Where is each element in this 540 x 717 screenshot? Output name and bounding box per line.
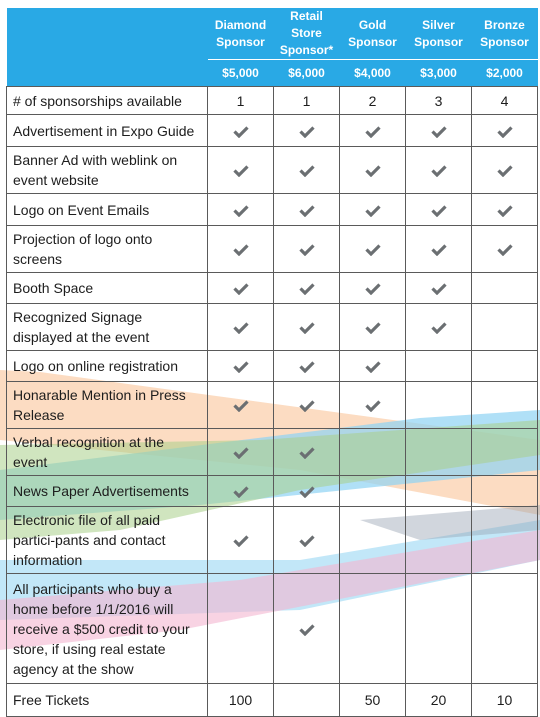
benefit-cell xyxy=(472,684,538,717)
benefit-value: 1 xyxy=(236,92,245,109)
benefit-cell xyxy=(274,115,340,147)
tier-name-line2: Sponsor xyxy=(414,34,463,49)
benefit-label: Projection of logo onto screens xyxy=(7,226,208,273)
tier-price: $5,000 xyxy=(208,60,274,87)
benefit-cell xyxy=(472,87,538,115)
benefit-cell xyxy=(406,382,472,429)
benefit-cell xyxy=(274,574,340,684)
benefit-cell xyxy=(472,507,538,574)
benefit-row xyxy=(7,226,538,273)
benefit-cell xyxy=(406,115,472,147)
benefit-cell xyxy=(274,684,340,717)
benefit-cell xyxy=(208,147,274,194)
benefit-label: Electronic file of all paid partici-pants and contact information xyxy=(7,507,208,574)
benefit-cell xyxy=(340,684,406,717)
benefit-value: 50 xyxy=(364,692,381,708)
benefit-cell xyxy=(274,87,340,115)
header-blank-cell xyxy=(7,8,208,87)
check-icon xyxy=(431,322,447,334)
tier-price: $3,000 xyxy=(406,60,472,87)
benefit-cell xyxy=(274,273,340,304)
benefit-cell xyxy=(472,147,538,194)
benefit-cell xyxy=(208,194,274,226)
check-icon xyxy=(365,322,381,334)
benefit-cell xyxy=(406,684,472,717)
benefit-row xyxy=(7,429,538,476)
benefit-cell xyxy=(340,147,406,194)
check-icon xyxy=(233,535,249,547)
benefit-value: 100 xyxy=(228,692,253,708)
benefit-label: Logo on Event Emails xyxy=(7,194,208,226)
benefit-cell xyxy=(208,351,274,382)
benefit-cell xyxy=(406,273,472,304)
benefit-cell xyxy=(472,273,538,304)
benefit-label: Honarable Mention in Press Release xyxy=(7,382,208,429)
benefit-cell xyxy=(406,194,472,226)
benefit-cell xyxy=(472,351,538,382)
benefit-label: Free Tickets xyxy=(7,684,208,717)
check-icon xyxy=(233,244,249,256)
benefit-cell xyxy=(472,476,538,507)
check-icon xyxy=(365,165,381,177)
tier-price: $6,000 xyxy=(274,60,340,87)
benefit-cell xyxy=(406,574,472,684)
benefit-cell xyxy=(472,429,538,476)
tier-name xyxy=(472,8,538,60)
benefit-cell xyxy=(406,507,472,574)
benefit-row xyxy=(7,684,538,717)
check-icon xyxy=(299,447,315,459)
benefit-label: Logo on online registration xyxy=(7,351,208,382)
benefit-cell xyxy=(208,507,274,574)
benefit-cell xyxy=(274,304,340,351)
tier-name-line1: Retail Store xyxy=(290,9,323,40)
benefit-cell xyxy=(472,574,538,684)
benefit-cell xyxy=(472,194,538,226)
check-icon xyxy=(233,126,249,138)
benefit-cell xyxy=(472,304,538,351)
benefit-cell xyxy=(340,429,406,476)
check-icon xyxy=(299,400,315,412)
benefit-value: 4 xyxy=(500,92,509,109)
benefit-row xyxy=(7,574,538,684)
check-icon xyxy=(299,486,315,498)
benefit-cell xyxy=(340,194,406,226)
benefit-cell xyxy=(274,147,340,194)
benefit-row xyxy=(7,194,538,226)
benefit-cell xyxy=(340,273,406,304)
tier-name-line1: Bronze xyxy=(484,17,525,32)
tier-name-line1: Gold xyxy=(358,17,387,32)
check-icon xyxy=(233,447,249,459)
benefit-cell xyxy=(274,429,340,476)
tier-header-row xyxy=(7,8,538,60)
benefit-cell xyxy=(472,226,538,273)
check-icon xyxy=(431,244,447,256)
benefit-cell xyxy=(274,351,340,382)
benefit-row xyxy=(7,273,538,304)
benefit-cell xyxy=(274,507,340,574)
benefit-label: All participants who buy a home before 1/1/2016 will receive a $500 credit to your store, if using real estate agency at the show xyxy=(7,574,208,684)
benefit-label: Banner Ad with weblink on event website xyxy=(7,147,208,194)
benefit-cell xyxy=(274,194,340,226)
benefit-cell xyxy=(406,226,472,273)
benefit-cell xyxy=(340,574,406,684)
check-icon xyxy=(299,535,315,547)
benefit-cell xyxy=(340,304,406,351)
check-icon xyxy=(233,205,249,217)
check-icon xyxy=(299,322,315,334)
benefit-cell xyxy=(208,429,274,476)
check-icon xyxy=(365,205,381,217)
check-icon xyxy=(233,486,249,498)
benefit-row xyxy=(7,476,538,507)
check-icon xyxy=(233,165,249,177)
tier-name xyxy=(274,8,340,60)
tier-name-line1: Diamond xyxy=(214,17,267,32)
check-icon xyxy=(497,165,513,177)
benefit-label: News Paper Advertisements xyxy=(7,476,208,507)
check-icon xyxy=(233,361,249,373)
benefit-value: 3 xyxy=(434,92,443,109)
check-icon xyxy=(299,283,315,295)
benefit-label: Verbal recognition at the event xyxy=(7,429,208,476)
sponsorship-table xyxy=(6,8,538,717)
check-icon xyxy=(365,283,381,295)
check-icon xyxy=(365,126,381,138)
check-icon xyxy=(497,126,513,138)
check-icon xyxy=(233,400,249,412)
benefit-label: # of sponsorships available xyxy=(7,87,208,115)
check-icon xyxy=(497,205,513,217)
tier-price: $2,000 xyxy=(472,60,538,87)
benefit-row xyxy=(7,115,538,147)
tier-name-line2: Sponsor xyxy=(480,34,529,49)
benefit-cell xyxy=(406,147,472,194)
benefit-cell xyxy=(340,87,406,115)
check-icon xyxy=(233,283,249,295)
benefit-cell xyxy=(274,382,340,429)
benefit-cell xyxy=(406,429,472,476)
benefit-cell xyxy=(472,115,538,147)
check-icon xyxy=(233,322,249,334)
benefit-cell xyxy=(340,115,406,147)
check-icon xyxy=(299,165,315,177)
check-icon xyxy=(299,126,315,138)
benefit-row xyxy=(7,351,538,382)
tier-name-line2: Sponsor xyxy=(216,34,265,49)
benefit-row xyxy=(7,87,538,115)
benefit-cell xyxy=(340,226,406,273)
benefit-label: Recognized Signage displayed at the event xyxy=(7,304,208,351)
benefit-row xyxy=(7,382,538,429)
benefit-value: 20 xyxy=(430,692,447,708)
benefit-value: 10 xyxy=(496,692,513,708)
tier-name xyxy=(208,8,274,60)
check-icon xyxy=(497,244,513,256)
benefit-cell xyxy=(406,351,472,382)
check-icon xyxy=(299,244,315,256)
benefit-cell xyxy=(406,476,472,507)
benefit-cell xyxy=(274,476,340,507)
check-icon xyxy=(299,361,315,373)
benefit-cell xyxy=(274,226,340,273)
benefit-cell xyxy=(340,382,406,429)
benefit-cell xyxy=(208,226,274,273)
benefit-label: Advertisement in Expo Guide xyxy=(7,115,208,147)
benefit-cell xyxy=(340,476,406,507)
tier-name-line1: Silver xyxy=(422,17,455,32)
tier-name-line2: Sponsor* xyxy=(279,43,334,57)
benefit-value: 1 xyxy=(302,92,311,109)
benefit-cell xyxy=(340,351,406,382)
tier-price: $4,000 xyxy=(340,60,406,87)
benefit-cell xyxy=(208,684,274,717)
tier-name xyxy=(406,8,472,60)
benefit-value: 2 xyxy=(368,92,377,109)
check-icon xyxy=(365,244,381,256)
tier-name-line2: Sponsor xyxy=(348,34,397,49)
check-icon xyxy=(299,205,315,217)
check-icon xyxy=(299,624,315,636)
benefit-label: Booth Space xyxy=(7,273,208,304)
check-icon xyxy=(431,126,447,138)
benefit-row xyxy=(7,147,538,194)
check-icon xyxy=(365,361,381,373)
benefit-cell xyxy=(406,87,472,115)
benefit-cell xyxy=(340,507,406,574)
check-icon xyxy=(431,165,447,177)
benefit-cell xyxy=(208,382,274,429)
benefit-cell xyxy=(208,273,274,304)
check-icon xyxy=(431,205,447,217)
tier-name xyxy=(340,8,406,60)
benefit-cell xyxy=(208,115,274,147)
benefit-cell xyxy=(472,382,538,429)
benefit-row xyxy=(7,507,538,574)
benefit-cell xyxy=(208,87,274,115)
benefit-cell xyxy=(208,574,274,684)
benefit-cell xyxy=(406,304,472,351)
check-icon xyxy=(365,400,381,412)
check-icon xyxy=(431,283,447,295)
benefit-cell xyxy=(208,304,274,351)
benefit-cell xyxy=(208,476,274,507)
benefit-row xyxy=(7,304,538,351)
